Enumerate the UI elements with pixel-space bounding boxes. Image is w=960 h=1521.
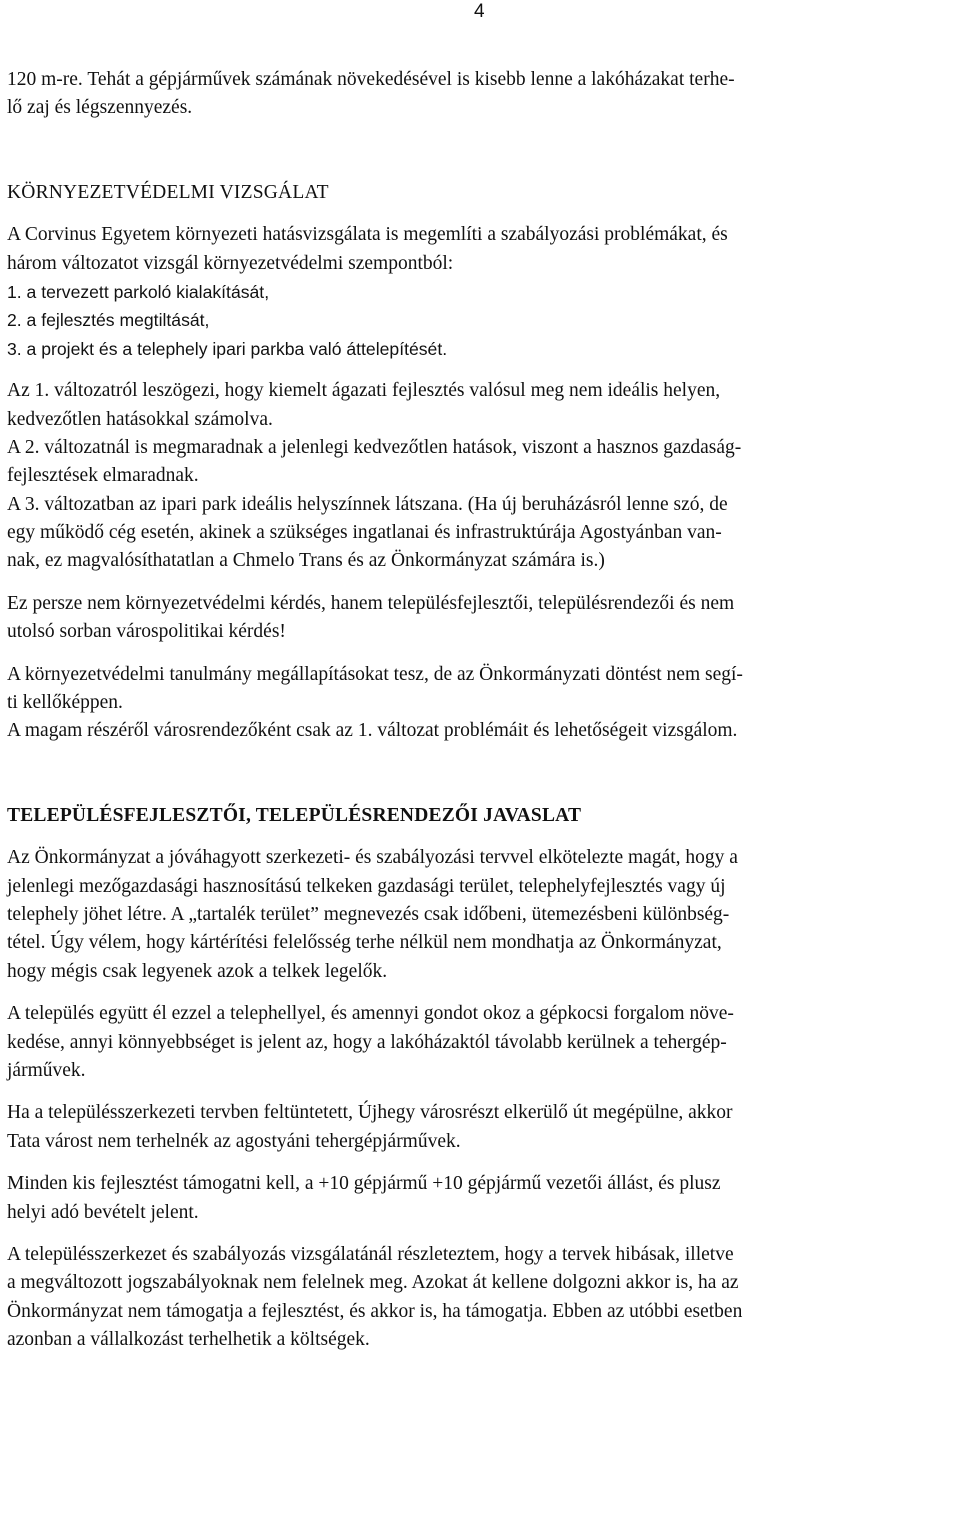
- paragraph: [7, 1099, 955, 1156]
- text-line: A 3. változatban az ipari park ideális helyszínnek látszana. (Ha új beruházásról lenne szó, de: [7, 493, 728, 515]
- spacer: [7, 1085, 955, 1099]
- spacer: [7, 986, 955, 1000]
- paragraph: [7, 1241, 955, 1355]
- text-line: járművek.: [7, 1059, 86, 1081]
- paragraph: [7, 590, 955, 647]
- text-line: A magam részéről városrendezőként csak az 1. változat problémáit és lehetőségeit vizsgálom.: [7, 720, 738, 742]
- paragraph: [7, 221, 955, 278]
- text-line: a megváltozott jogszabályoknak nem felelnek meg. Azokat át kellene dolgozni akkor is, ha az: [7, 1272, 739, 1294]
- text-line: azonban a vállalkozást terhelhetik a költségek.: [7, 1329, 370, 1351]
- text-line: A környezetvédelmi tanulmány megállapításokat tesz, de az Önkormányzati döntést nem segí-: [7, 663, 743, 685]
- spacer: [7, 647, 955, 661]
- text-line: Ha a településszerkezeti tervben feltüntetett, Újhegy városrészt elkerülő út megépülne, akkor: [7, 1102, 733, 1124]
- page-number: 4: [474, 1, 485, 22]
- text-line: fejlesztések elmaradnak.: [7, 465, 199, 487]
- text-line: 3. a projekt és a telephely ipari parkba való áttelepítését.: [7, 338, 448, 359]
- text-line: jelenlegi mezőgazdasági hasznosítású telkeken gazdasági terület, telephelyfejlesztés vagy új: [7, 875, 726, 897]
- section-heading: KÖRNYEZETVÉDELMI VIZSGÁLAT: [7, 181, 329, 203]
- document-body: [7, 66, 955, 1354]
- spacer: [7, 1227, 955, 1241]
- text-line: hogy mégis csak legyenek azok a telkek legelők.: [7, 960, 388, 982]
- spacer: [7, 363, 955, 377]
- text-line: ti kellőképpen.: [7, 692, 123, 714]
- text-line: telephely jöhet létre. A „tartalék terület” megnevezés csak időbeni, ütemezésbeni különbség-: [7, 903, 730, 925]
- text-line: A 2. változatnál is megmaradnak a jelenlegi kedvezőtlen hatások, viszont a hasznos gazdaság-: [7, 436, 742, 458]
- text-line: Önkormányzat nem támogatja a fejlesztést, és akkor is, ha támogatja. Ebben az utóbbi esetben: [7, 1300, 743, 1322]
- paragraph: [7, 377, 955, 576]
- text-line: kedése, annyi könnyebbséget is jelent az, hogy a lakóházaktól távolabb kerülnek a tehergép-: [7, 1031, 727, 1053]
- text-line: Az 1. változatról leszögezi, hogy kiemelt ágazati fejlesztés valósul meg nem ideális helyen,: [7, 380, 721, 402]
- paragraph: [7, 1170, 955, 1227]
- text-line: utolsó sorban várospolitikai kérdés!: [7, 621, 286, 643]
- text-line: nak, ez magvalósíthatatlan a Chmelo Trans és az Önkormányzat számára is.): [7, 550, 605, 572]
- spacer: [7, 207, 955, 221]
- text-line: Tata várost nem terhelnék az agostyáni tehergépjárművek.: [7, 1130, 461, 1152]
- text-line: helyi adó bevételt jelent.: [7, 1201, 199, 1223]
- text-line: lő zaj és légszennyezés.: [7, 97, 193, 119]
- spacer: [7, 746, 955, 802]
- text-line: A településszerkezet és szabályozás vizsgálatánál részleteztem, hogy a tervek hibásak, illetve: [7, 1243, 734, 1265]
- text-line: Az Önkormányzat a jóváhagyott szerkezeti- és szabályozási tervvel elkötelezte magát, hogy a: [7, 847, 738, 869]
- text-line: tétel. Úgy vélem, hogy kártérítési felelősség terhe nélkül nem mondhatja az Önkormányzat,: [7, 932, 722, 954]
- spacer: [7, 576, 955, 590]
- spacer: [7, 1156, 955, 1170]
- text-line: A település együtt él ezzel a telephellyel, és amennyi gondot okoz a gépkocsi forgalom növe-: [7, 1003, 734, 1025]
- text-line: 120 m-re. Tehát a gépjárművek számának növekedésével is kisebb lenne a lakóházakat terhe-: [7, 69, 735, 90]
- text-line: Ez persze nem környezetvédelmi kérdés, hanem településfejlesztői, településrendezői és nem: [7, 592, 735, 614]
- text-line: 1. a tervezett parkoló kialakítását,: [7, 281, 270, 302]
- paragraph: [7, 1000, 955, 1085]
- text-line: A Corvinus Egyetem környezeti hatásvizsgálata is megemlíti a szabályozási problémákat, és: [7, 224, 728, 246]
- text-line: kedvezőtlen hatásokkal számolva.: [7, 408, 273, 430]
- paragraph: [7, 66, 955, 123]
- spacer: [7, 123, 955, 179]
- paragraph: [7, 844, 955, 986]
- text-line: három változatot vizsgál környezetvédelmi szempontból:: [7, 252, 454, 274]
- spacer: [7, 830, 955, 844]
- paragraph: [7, 278, 955, 363]
- text-line: egy működő cég esetén, akinek a szükséges ingatlanai és infrastruktúrája Agostyánban van-: [7, 522, 722, 544]
- text-line: Minden kis fejlesztést támogatni kell, a +10 gépjármű +10 gépjármű vezetői állást, és plusz: [7, 1173, 721, 1195]
- paragraph: [7, 661, 955, 746]
- section-heading: TELEPÜLÉSFEJLESZTŐI, TELEPÜLÉSRENDEZŐI JAVASLAT: [7, 804, 582, 826]
- text-line: 2. a fejlesztés megtiltását,: [7, 310, 210, 331]
